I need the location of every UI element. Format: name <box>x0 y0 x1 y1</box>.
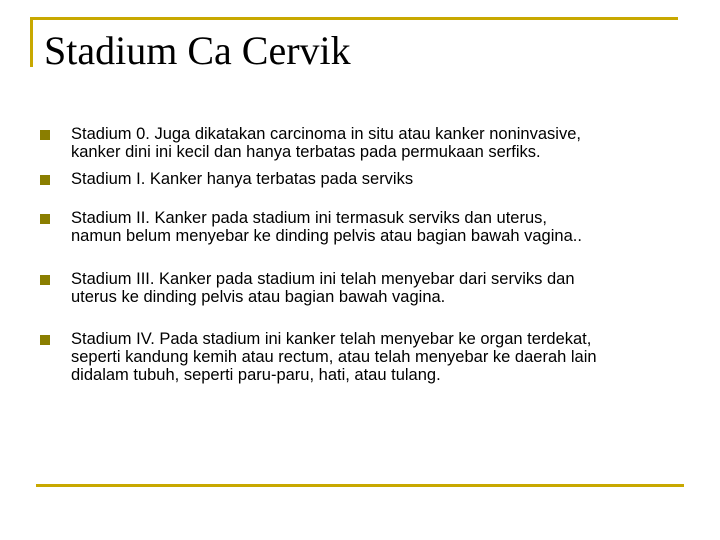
square-bullet-icon <box>40 175 50 185</box>
list-item-stadium-1: Stadium I. Kanker hanya terbatas pada serviks <box>71 170 414 188</box>
frame-left-rule <box>30 17 33 67</box>
square-bullet-icon <box>40 335 50 345</box>
list-item-stadium-3: Stadium III. Kanker pada stadium ini telah menyebar dari serviks dan uterus ke dinding pelvis atau bagian bawah vagina. <box>71 270 575 306</box>
list-item-stadium-0: Stadium 0. Juga dikatakan carcinoma in situ atau kanker noninvasive, kanker dini ini kecil dan hanya terbatas pada permukaan serfiks. <box>71 125 581 161</box>
slide-title: Stadium Ca Cervik <box>44 28 351 73</box>
square-bullet-icon <box>40 275 50 285</box>
frame-bottom-rule <box>36 484 684 487</box>
square-bullet-icon <box>40 130 50 140</box>
frame-top-rule <box>30 17 678 20</box>
list-item-stadium-2: Stadium II. Kanker pada stadium ini termasuk serviks dan uterus, namun belum menyebar ke dinding pelvis atau bagian bawah vagina.. <box>71 209 582 245</box>
list-item-stadium-4: Stadium IV. Pada stadium ini kanker telah menyebar ke organ terdekat, seperti kandung kemih atau rectum, atau telah menyebar ke daerah lain didalam tubuh, seperti paru-paru, hati, atau tulang. <box>71 330 597 384</box>
square-bullet-icon <box>40 214 50 224</box>
